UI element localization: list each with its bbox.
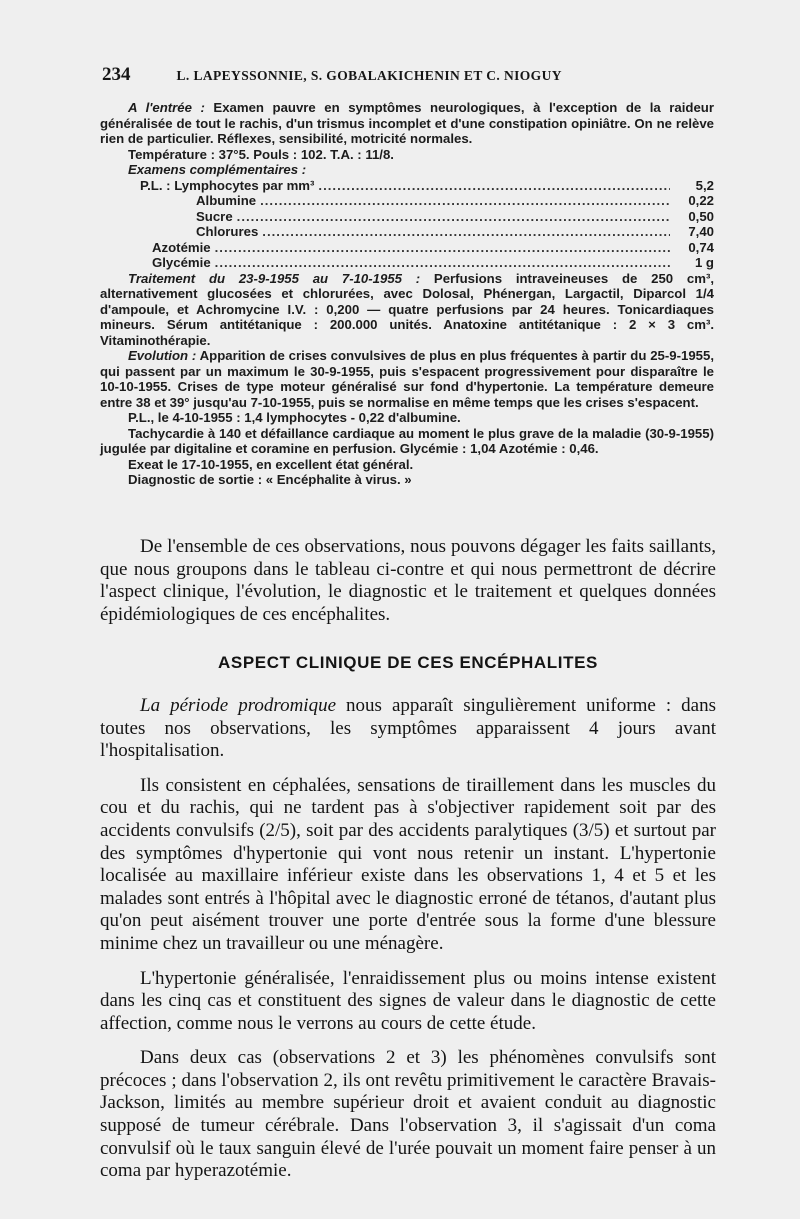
diagnosis-line: Diagnostic de sortie : « Encéphalite à virus. » [128, 472, 412, 487]
lab-row [100, 240, 714, 256]
lab-value: 0,74 [688, 239, 714, 255]
section-title: ASPECT CLINIQUE DE CES ENCÉPHALITES [218, 653, 598, 673]
lab-label: Glycémie [152, 255, 211, 270]
vitals-line: Température : 37°5. Pouls : 102. T.A. : 11/8. [128, 146, 394, 162]
leader-dots [318, 178, 670, 194]
lab-value: 5,2 [695, 177, 714, 193]
intro-paragraph: De l'ensemble de ces observations, nous pouvons dégager les faits saillants, que nous groupons dans le tableau ci-contre et qui nous permettront de décrire l'aspect clinique, l'évolution, le diagnostic et le traitement et quelques données épidémiologiques de ces encéphalites. [100, 536, 716, 625]
lab-row [100, 255, 714, 271]
lab-label: P.L. : Lymphocytes par mm³ [140, 177, 315, 193]
treatment-paragraph [100, 271, 714, 349]
lab-label: Sucre [196, 208, 233, 224]
admission-paragraph [100, 100, 714, 147]
lab-row [100, 193, 714, 209]
exeat-line: Exeat le 17-10-1955, en excellent état général. [128, 456, 414, 472]
running-head: L. LAPEYSSONNIE, S. GOBALAKICHENIN ET C. NIOGUY [176, 68, 562, 83]
convulsive-paragraph: Dans deux cas (observations 2 et 3) les phénomènes convulsifs sont précoces ; dans l'observation 2, ils ont revêtu primitivement le caractère Bravais-Jackson, limités au membre supérieur droit et avaient conduit au diagnostic supposé de tumeur cérébrale. Dans l'observation 3, il s'agissait d'un coma convulsif où le taux sanguin élevé de l'urée pouvait un moment faire penser à un coma par hyperazotémie. [100, 1047, 716, 1182]
admission-label: A l'entrée : [128, 100, 205, 115]
lab-row [100, 224, 714, 240]
lab-value: 1 g [694, 255, 714, 270]
lab-value: 0,22 [688, 193, 714, 208]
leader-dots [215, 255, 670, 271]
tachycardia-paragraph: Tachycardie à 140 et défaillance cardiaque au moment le plus grave de la maladie (30-9-1955) jugulée par digitaline et coramine en perfusion. Glycémie : 1,04 Azotémie : 0,46. [100, 425, 714, 456]
lab-value: 0,50 [688, 208, 714, 224]
leader-dots [237, 209, 670, 225]
prodromal-text: nous apparaît singulièrement uniforme : dans toutes nos observations, les symptômes apparaissent 4 jours avant l'hospitalisation. [100, 694, 716, 762]
lab-row [100, 178, 714, 194]
treatment-label: Traitement du 23-9-1955 au 7-10-1955 : [128, 270, 421, 286]
page-header [102, 64, 712, 86]
leader-dots [262, 224, 670, 240]
lab-label: Albumine [196, 193, 257, 208]
leader-dots [215, 240, 670, 256]
hypertonia-paragraph: L'hypertonie généralisée, l'enraidissement plus ou moins intense existent dans les cinq cas et constituent des signes de valeur dans le diagnostic de cette affection, comme nous le verrons au cours de cette étude. [100, 967, 716, 1034]
main-text [100, 536, 716, 1183]
admission-text: Examen pauvre en symptômes neurologiques, à l'exception de la raideur généralisée de tout le rachis, d'un trismus incomplet et d'une constipation opiniâtre. On ne relève rien de particulier. Réflexes, sensibilité, motricité normales. [100, 100, 714, 146]
lab-label: Azotémie [152, 239, 211, 255]
treatment-text: Perfusions intraveineuses de 250 cm³, alternativement glucosées et chlorurées, avec Dolosal, Phénergan, Largactil, Diparcol 1/4 d'ampoule, et Achromycine I.V. : 0,200 — quatre perfusions par 24 heures. Tonicardiaques mineurs. Sérum antitétanique : 200.000 unités. Anatoxine antitétanique : 2 × 3 cm³. Vitaminothérapie. [100, 270, 715, 348]
prodromal-paragraph [100, 695, 716, 763]
lab-value: 7,40 [688, 224, 714, 239]
page-number: 234 [102, 64, 131, 85]
lumbar-puncture-line: P.L., le 4-10-1955 : 1,4 lymphocytes - 0,22 d'albumine. [128, 410, 461, 425]
exams-title: Examens complémentaires : [128, 162, 307, 177]
evolution-paragraph [100, 348, 714, 410]
leader-dots [260, 193, 670, 209]
prodromal-term: La période prodromique [140, 694, 336, 716]
evolution-label: Evolution : [128, 348, 197, 363]
lab-row [100, 209, 714, 225]
symptoms-paragraph: Ils consistent en céphalées, sensations de tiraillement dans les muscles du cou et du rachis, qui ne tardent pas à s'objectiver rapidement soit par des accidents convulsifs (2/5), soit par des accidents paralytiques (3/5) et surtout par des symptômes d'hypertonie qui vont nous retenir un instant. L'hypertonie localisée au maxillaire inférieur existe dans les observations 1, 4 et 5 et les malades sont entrés à l'hôpital avec le diagnostic erroné de tétanos, d'autant plus qu'on peut aisément trouver une porte d'entrée sous la forme d'une blessure minime chez un travailleur ou une ménagère. [100, 774, 716, 954]
lab-label: Chlorures [196, 224, 259, 239]
case-report-section [100, 100, 714, 488]
evolution-text: Apparition de crises convulsives de plus en plus fréquentes à partir du 25-9-1955, qui passent par un maximum le 30-9-1955, puis s'espacent progressivement pour disparaître le 10-10-1955. Crises de type moteur généralisé sur fond d'hypertonie. La température demeure entre 38 et 39° jusqu'au 7-10-1955, puis se normalise en même temps que les crises s'espacent. [100, 348, 714, 410]
